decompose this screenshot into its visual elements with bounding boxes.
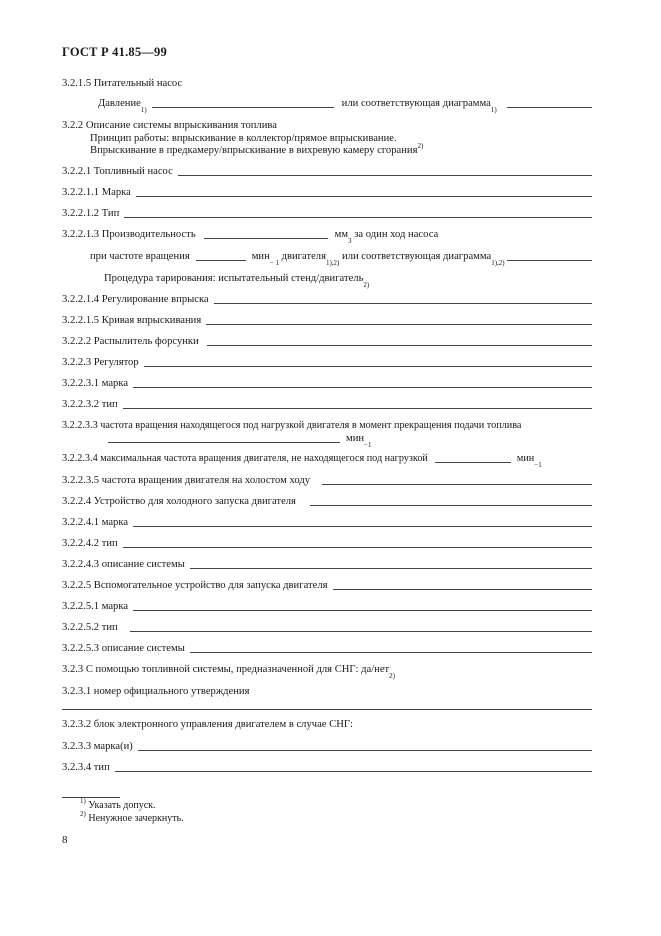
fill-line[interactable]	[214, 303, 592, 304]
footnote-2: $^{2)}$ Ненужное зачеркнуть.	[80, 810, 184, 824]
item-3-2-2-5-1	[62, 601, 592, 613]
fill-line[interactable]	[138, 750, 592, 751]
alt-label: или соответствующая диаграмма	[341, 98, 491, 109]
item-3-2-2-1-3: 3.2.2.1.3 Производительность мм 3 за один ход насоса	[62, 229, 439, 245]
item-3-2-2-3	[62, 357, 592, 369]
item-3-2-2-1-5	[62, 315, 592, 327]
fill-line[interactable]	[123, 547, 592, 548]
item-calibration: Процедура тарирования: испытательный стенд/двигатель 2)	[104, 273, 370, 289]
item-label: Давление	[98, 98, 141, 109]
fill-line[interactable]	[178, 175, 592, 176]
item-text: Впрыскивание в предкамеру/впрыскивание в вихревую камеру сгорания$^{2)}$	[90, 142, 424, 156]
item-label: 3.2.2.5.3 описание системы	[62, 643, 185, 654]
item-label: 3.2.2.3 Регулятор	[62, 357, 139, 368]
unit-label: мин	[516, 453, 535, 464]
item-label: 3.2.2.1.4 Регулирование впрыска	[62, 294, 209, 305]
item-3-2-1-5	[62, 78, 592, 90]
item-3-2-2-3-2	[62, 399, 592, 411]
item-label: 3.2.2.1.5 Кривая впрыскивания	[62, 315, 202, 326]
page-number: 8	[62, 834, 68, 846]
fill-line[interactable]	[310, 505, 592, 506]
item-label: 3.2.3.2 блок электронного управления двигателем в случае СНГ:	[62, 719, 353, 730]
item-label: Процедура тарирования: испытательный стенд/двигатель	[104, 273, 364, 284]
fill-line[interactable]	[435, 462, 511, 463]
fill-line[interactable]	[322, 484, 592, 485]
item-3-2-3-1	[62, 686, 592, 698]
fill-line-output[interactable]	[204, 238, 328, 239]
fill-line[interactable]	[133, 610, 592, 611]
item-text: за один ход насоса	[351, 229, 439, 240]
item-3-2-2-1	[62, 166, 592, 178]
item-label: 3.2.3 С помощью топливной системы, предназначенной для СНГ: да/нет	[62, 664, 390, 675]
item-label: 3.2.3.3 марка(и)	[62, 741, 133, 752]
item-label: 3.2.3.1 номер официального утверждения	[62, 686, 250, 697]
item-label: 3.2.2.3.1 марка	[62, 378, 129, 389]
item-label: 3.2.2.5.2 тип	[62, 622, 118, 633]
item-label: 3.2.3.4 тип	[62, 762, 110, 773]
fill-line[interactable]	[333, 589, 593, 590]
item-label: 3.2.2.3.4 максимальная частота вращения двигателя, не находящегося под нагрузкой	[62, 453, 428, 464]
item-label: при частоте вращения	[90, 251, 190, 262]
item-label: 3.2.1.5 Питательный насос	[62, 78, 183, 89]
item-label: 3.2.2.1 Топливный насос	[62, 166, 173, 177]
fill-line[interactable]	[115, 771, 592, 772]
fill-line-approval[interactable]	[62, 709, 592, 710]
item-3-2-2-4	[62, 496, 592, 508]
item-3-2-2-5	[62, 580, 592, 592]
unit-label: мм	[334, 229, 349, 240]
item-label: 3.2.2.2 Распылитель форсунки	[62, 336, 199, 347]
item-label: 3.2.2.3.5 частота вращения двигателя на холостом ходу	[62, 475, 311, 486]
fill-line[interactable]	[123, 408, 592, 409]
fill-line[interactable]	[207, 345, 592, 346]
item-label: 3.2.2.1.1 Марка	[62, 187, 131, 198]
fill-line-diagram[interactable]	[507, 107, 592, 108]
unit-label: мин	[251, 251, 270, 262]
fill-line[interactable]	[108, 442, 340, 443]
item-3-2-3-3	[62, 741, 592, 753]
item-3-2-2-3-1	[62, 378, 592, 390]
footnote-1: $^{1)}$ Указать допуск.	[80, 797, 156, 811]
item-3-2-2-4-3	[62, 559, 592, 571]
footnote-ref: 2)	[417, 142, 424, 150]
item-3-2-2-1-4	[62, 294, 592, 306]
item-3-2-2-5-3	[62, 643, 592, 655]
item-label: 3.2.2.1.2 Тип	[62, 208, 120, 219]
item-3-2-2-4-2	[62, 538, 592, 550]
item-label: 3.2.2.4.2 тип	[62, 538, 118, 549]
fill-line-diagram[interactable]	[507, 260, 592, 261]
item-3-2-2-1-1	[62, 187, 592, 199]
fill-line[interactable]	[133, 526, 592, 527]
item-label: 3.2.2.4.1 марка	[62, 517, 129, 528]
fill-line-speed[interactable]	[196, 260, 246, 261]
item-speed: при частоте вращения мин − 1 двигателя 1),2) или соответствующая диаграмма 1),2)	[90, 251, 592, 263]
item-3-2-2-5-2	[62, 622, 592, 634]
item-3-2-2	[62, 120, 592, 158]
item-3-2-3: 3.2.3 С помощью топливной системы, предназначенной для СНГ: да/нет 2)	[62, 664, 396, 680]
fill-line[interactable]	[124, 217, 592, 218]
page-header: ГОСТ Р 41.85—99	[62, 45, 167, 59]
unit-label: мин	[346, 433, 365, 444]
item-3-2-2-3-4: 3.2.2.3.4 максимальная частота вращения двигателя, не находящегося под нагрузкой мин −1	[62, 453, 542, 469]
item-3-2-2-2	[62, 336, 592, 348]
item-label: 3.2.2.4.3 описание системы	[62, 559, 185, 570]
fill-line[interactable]	[130, 631, 592, 632]
item-3-2-2-3-5	[62, 475, 592, 487]
item-3-2-2-4-1	[62, 517, 592, 529]
fill-line[interactable]	[190, 652, 592, 653]
fill-line-pressure[interactable]	[152, 107, 334, 108]
fill-line[interactable]	[136, 196, 592, 197]
item-label: 3.2.2.3.2 тип	[62, 399, 118, 410]
fill-line[interactable]	[144, 366, 592, 367]
item-label: 3.2.2 Описание системы впрыскивания топлива	[62, 120, 277, 131]
footnote-rule	[62, 797, 120, 798]
fill-line[interactable]	[206, 324, 592, 325]
item-label: 3.2.2.3.3 частота вращения находящегося под нагрузкой двигателя в момент прекращения подачи топлива	[62, 420, 522, 431]
item-label: 3.2.2.5 Вспомогательное устройство для запуска двигателя	[62, 580, 328, 591]
item-label: 3.2.2.4 Устройство для холодного запуска двигателя	[62, 496, 296, 507]
item-3-2-3-4	[62, 762, 592, 774]
fill-line[interactable]	[133, 387, 592, 388]
item-text: Принцип работы: впрыскивание в коллектор/прямое впрыскивание.	[90, 132, 397, 144]
item-pressure: Давление 1) или соответствующая диаграмма 1)	[98, 98, 592, 110]
fill-line[interactable]	[190, 568, 592, 569]
item-label: 3.2.2.1.3 Производительность	[62, 229, 196, 240]
item-label: 3.2.2.5.1 марка	[62, 601, 129, 612]
item-3-2-3-2	[62, 719, 592, 731]
item-3-2-2-3-3-fill: мин −1	[108, 433, 592, 445]
item-3-2-2-3-3	[62, 420, 592, 432]
item-3-2-2-1-2	[62, 208, 592, 220]
